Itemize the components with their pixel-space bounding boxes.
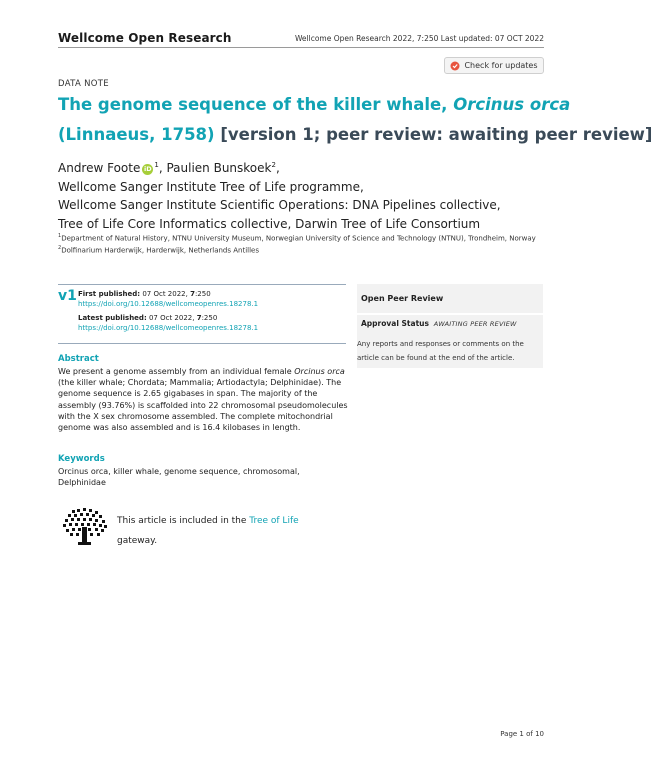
orcid-icon[interactable]: iD xyxy=(144,165,152,173)
latest-published-page: :250 xyxy=(201,314,218,322)
affiliation-2-num: 2 xyxy=(58,245,62,252)
author-line-2: Wellcome Sanger Institute Tree of Life programme, xyxy=(58,179,364,194)
title-text: The genome sequence of the killer whale, xyxy=(58,95,454,114)
version-history xyxy=(58,284,346,344)
gateway-text-2: gateway. xyxy=(117,536,158,546)
latest-published-volume: 7 xyxy=(196,314,202,322)
affiliation-1-text: Department of Natural History, NTNU University Museum, Norwegian University of Science and Technology (NTNU), Trondheim, Norway xyxy=(61,234,536,243)
first-published-label: First published: xyxy=(78,290,141,298)
affiliation-1 xyxy=(58,231,548,243)
article-title-line-1 xyxy=(58,95,570,114)
author-separator: , xyxy=(275,161,280,175)
article-title-line-2 xyxy=(58,125,652,144)
affiliation-1-num: 1 xyxy=(58,233,62,239)
tree-of-life-gateway-icon[interactable] xyxy=(62,507,108,547)
latest-published-doi-link[interactable]: https://doi.org/10.12688/wellcomeopenres.18278.1 xyxy=(78,324,259,332)
peer-review-note: Any reports and responses or comments on the article can be found at the end of the article. xyxy=(357,340,524,362)
check-for-updates-label: Check for updates xyxy=(464,61,538,70)
latest-published-label: Latest published: xyxy=(78,314,147,322)
gateway-text-1: This article is included in the xyxy=(117,516,250,526)
author-line-4: Tree of Life Core Informatics collective, Darwin Tree of Life Consortium xyxy=(58,216,481,231)
latest-published xyxy=(78,313,258,333)
author-line-3: Wellcome Sanger Institute Scientific Operations: DNA Pipelines collective, xyxy=(58,198,501,212)
abstract-species: Orcinus orca xyxy=(294,367,345,376)
affiliations xyxy=(58,231,548,256)
open-peer-review-title: Open Peer Review xyxy=(361,294,444,303)
page-number: Page 1 of 10 xyxy=(500,730,544,738)
journal-brand[interactable]: Wellcome Open Research xyxy=(58,31,232,45)
tree-of-life-link[interactable]: Tree of Life xyxy=(249,516,299,526)
first-published xyxy=(78,289,258,309)
affiliation-2-text: Dolfinarium Harderwijk, Harderwijk, Netherlands Antilles xyxy=(61,246,260,255)
version-status: [version 1; peer review: awaiting peer review] xyxy=(220,125,652,144)
author-list xyxy=(58,156,558,233)
crossmark-icon xyxy=(450,61,460,71)
review-divider xyxy=(357,313,543,315)
author-foote[interactable]: Andrew Foote xyxy=(58,161,141,175)
title-species: Orcinus orca xyxy=(453,95,571,114)
keywords-heading: Keywords xyxy=(58,454,105,464)
first-published-date: 07 Oct 2022, xyxy=(140,290,191,298)
affiliation-2 xyxy=(58,243,548,255)
author-line-1 xyxy=(58,156,558,178)
abstract-heading: Abstract xyxy=(58,354,99,364)
author-bunskoek[interactable]: , Paulien Bunskoek xyxy=(158,161,272,175)
keywords-text: Orcinus orca, killer whale, genome sequence, chromosomal, Delphinidae xyxy=(58,467,300,488)
first-published-doi-link[interactable]: https://doi.org/10.12688/wellcomeopenres.18278.1 xyxy=(78,300,259,308)
article-type: DATA NOTE xyxy=(58,79,109,89)
title-authority: (Linnaeus, 1758) xyxy=(58,125,215,144)
approval-status-label: Approval Status xyxy=(361,319,429,328)
abstract-text xyxy=(58,366,348,433)
first-published-page: :250 xyxy=(194,290,211,298)
approval-status-value: AWAITING PEER REVIEW xyxy=(433,320,517,328)
gateway-notice xyxy=(117,511,327,551)
author-foote-affil: 1 xyxy=(154,161,159,169)
check-for-updates-button[interactable] xyxy=(444,57,544,74)
abstract-text-1: We present a genome assembly from an individual female xyxy=(58,367,295,376)
citation-meta: Wellcome Open Research 2022, 7:250 Last updated: 07 OCT 2022 xyxy=(294,34,544,43)
header-divider xyxy=(58,47,544,48)
first-published-volume: 7 xyxy=(190,290,195,298)
latest-published-date: 07 Oct 2022, xyxy=(146,314,197,322)
approval-status xyxy=(361,319,517,328)
version-label: v1 xyxy=(58,288,77,304)
abstract-text-2: (the killer whale; Chordata; Mammalia; Artiodactyla; Delphinidae). The genome sequence is 2.65 gigabases in span. The majority of the assembly (93.76%) is scaffolded into 22 chromosomal pseudomolecules with the X sex chromosome assembled. The complete mitochondrial genome was also assembled and is 16.4 kilobases in length. xyxy=(58,378,348,433)
author-bunskoek-affil: 2 xyxy=(271,161,276,169)
